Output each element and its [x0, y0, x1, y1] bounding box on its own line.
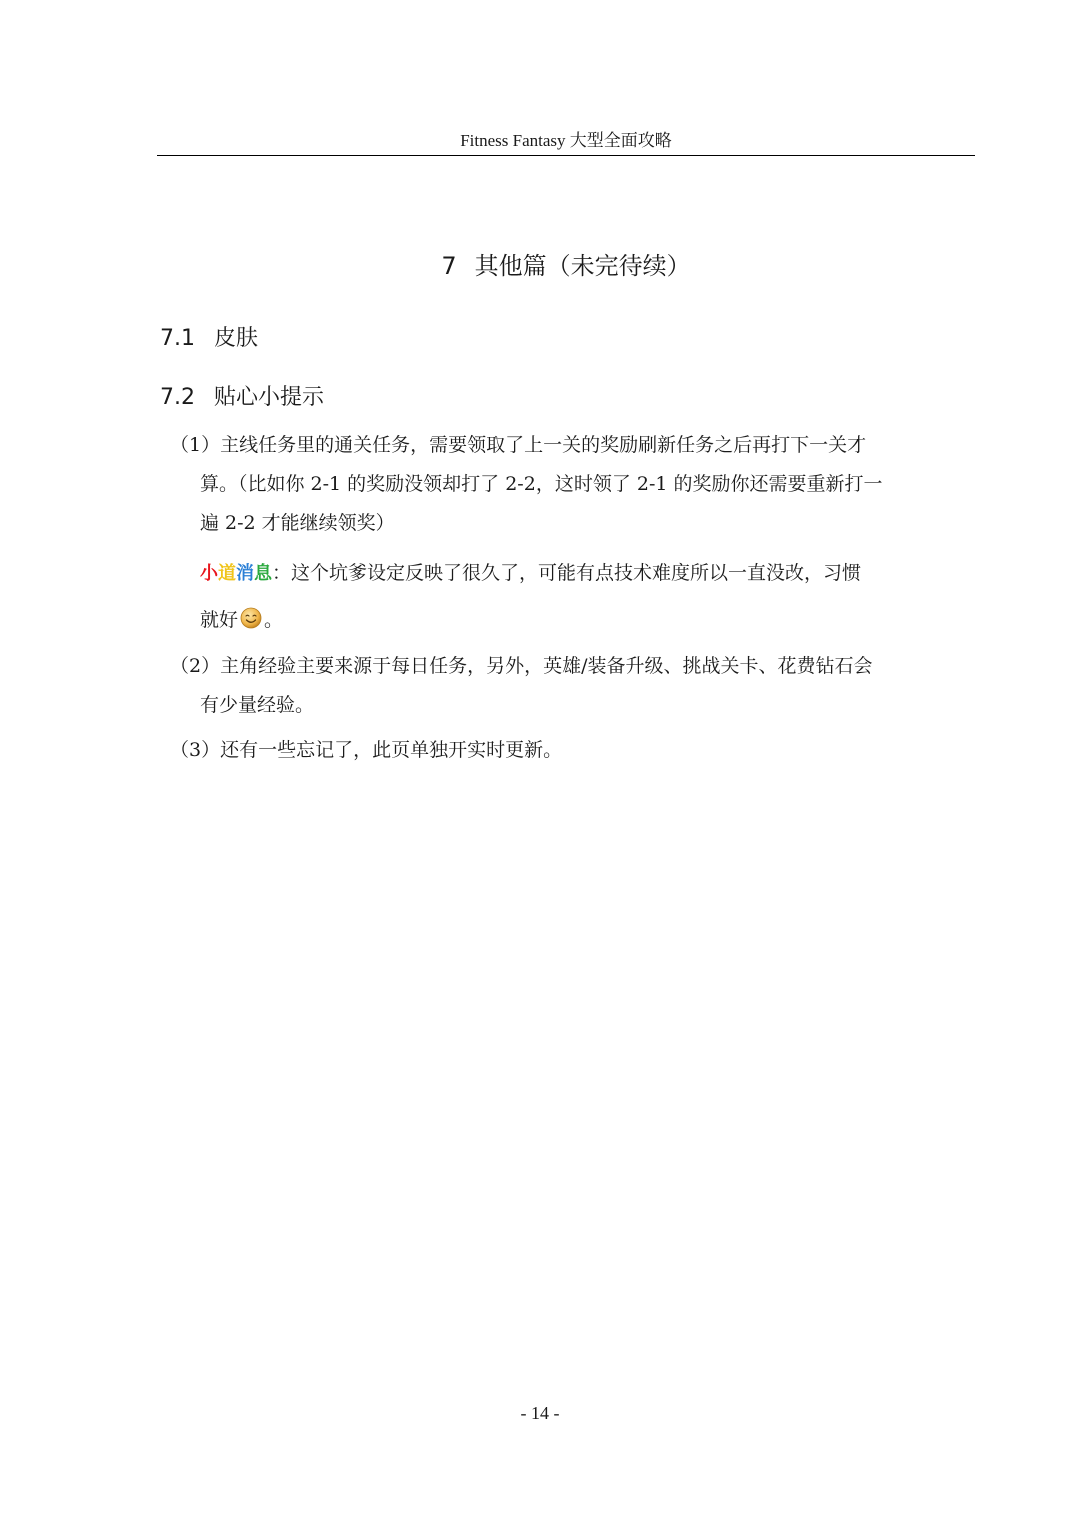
header-title: Fitness Fantasy 大型全面攻略 — [460, 131, 672, 150]
tip-line: （3）还有一些忘记了，此页单独开实时更新。 — [170, 739, 563, 761]
tip-paragraph-1 — [170, 426, 970, 543]
note-line-2 — [200, 601, 861, 640]
note-text-after-emoji: 。 — [264, 609, 284, 631]
note-text: 这个坑爹设定反映了很久了，可能有点技术难度所以一直没改，习惯 — [291, 562, 862, 584]
note-line-1 — [200, 554, 861, 593]
tip-line: 算。（比如你 2-1 的奖励没领却打了 2-2，这时领了 2-1 的奖励你还需要重新打一 — [200, 473, 883, 495]
chapter-heading — [157, 248, 975, 284]
section-number: 7.2 — [160, 385, 195, 410]
tip-line: 遍 2-2 才能继续领奖） — [200, 512, 395, 534]
tip-line: 有少量经验。 — [200, 694, 315, 716]
note-text-before-emoji: 就好 — [200, 609, 239, 631]
note-tag-char: 消 — [236, 563, 254, 584]
running-header — [157, 128, 975, 156]
section-title: 贴心小提示 — [214, 385, 325, 410]
note-tag-char: 小 — [200, 563, 218, 584]
note-tag-char: 道 — [218, 563, 236, 584]
page-number: - 14 - — [520, 1403, 560, 1423]
tip-line: （1）主线任务里的通关任务，需要领取了上一关的奖励刷新任务之后再打下一关才 — [170, 434, 867, 456]
chapter-title: 其他篇（未完待续） — [474, 252, 691, 280]
insider-note — [200, 554, 861, 640]
chapter-number: 7 — [441, 252, 457, 280]
section-number: 7.1 — [160, 326, 195, 351]
section-heading-skins — [160, 323, 258, 355]
tip-paragraph-2 — [170, 647, 970, 725]
section-title: 皮肤 — [214, 326, 259, 351]
tip-paragraph-3 — [170, 731, 970, 770]
tip-line: （2）主角经验主要来源于每日任务，另外，英雄/装备升级、挑战关卡、花费钻石会 — [170, 655, 873, 677]
smiley-icon — [240, 607, 262, 629]
note-tag-char: 息 — [254, 563, 272, 584]
note-colon: ： — [272, 562, 292, 584]
section-heading-tips — [160, 382, 324, 414]
